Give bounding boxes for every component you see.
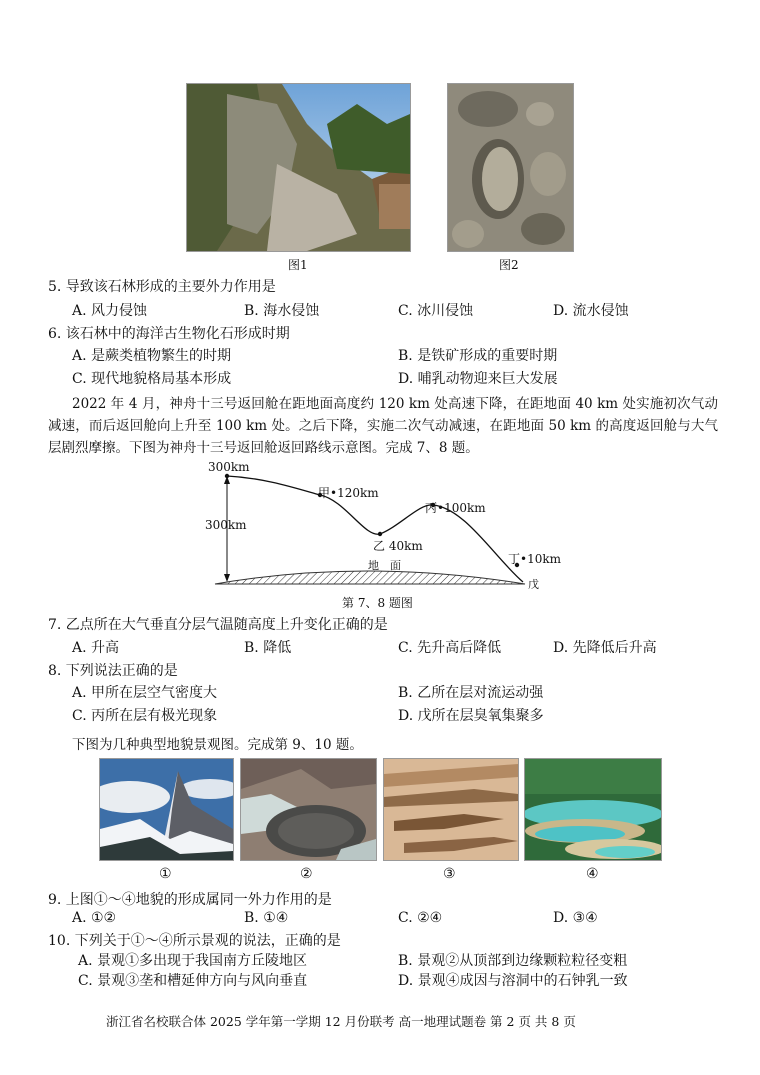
- question-10-stem: 10. 下列关于①～④所示景观的说法，正确的是: [48, 933, 341, 949]
- q6-option-d: D. 哺乳动物迎来巨大发展: [398, 371, 558, 387]
- figure-2-fossil-photo: [447, 83, 574, 252]
- landform-label-2: ②: [300, 866, 313, 882]
- landform-label-1: ①: [159, 866, 172, 882]
- q8-option-d: D. 戊所在层臭氧集聚多: [398, 708, 544, 724]
- diagram-point-jia: 甲•120km: [318, 486, 379, 500]
- q9-option-c: C. ②④: [398, 910, 443, 926]
- question-7-stem: 7. 乙点所在大气垂直分层气温随高度上升变化正确的是: [48, 617, 388, 633]
- figure-2-caption: 图2: [499, 258, 519, 272]
- diagram-point-wu: 戊: [528, 578, 539, 591]
- q10-option-a: A. 景观①多出现于我国南方丘陵地区: [78, 953, 308, 969]
- diagram-top-label: 300km: [208, 460, 250, 474]
- landform-photo-1-glacial-horn: [99, 758, 234, 861]
- diagram-point-ding: 丁•10km: [508, 552, 561, 566]
- figure-1-caption: 图1: [288, 258, 308, 272]
- q10-option-b: B. 景观②从顶部到边缘颗粒粒径变粗: [398, 953, 628, 969]
- diagram-point-yi: 乙 40km: [373, 539, 423, 553]
- q8-option-c: C. 丙所在层有极光现象: [72, 708, 218, 724]
- q7-option-a: A. 升高: [72, 640, 120, 656]
- page-footer: 浙江省名校联合体 2025 学年第一学期 12 月份联考 高一地理试题卷 第 2 页 共 8 页: [106, 1014, 576, 1029]
- q5-option-a: A. 风力侵蚀: [72, 303, 148, 319]
- diagram-ground-label: 地 面: [368, 559, 401, 572]
- q5-option-b: B. 海水侵蚀: [244, 303, 320, 319]
- q8-option-a: A. 甲所在层空气密度大: [72, 685, 218, 701]
- landform-photo-2-alluvial-fan: [240, 758, 377, 861]
- q9-option-d: D. ③④: [553, 910, 598, 926]
- q5-option-d: D. 流水侵蚀: [553, 303, 629, 319]
- figure-1-stone-forest-photo: [186, 83, 411, 252]
- question-9-stem: 9. 上图①～④地貌的形成属同一外力作用的是: [48, 892, 332, 908]
- diagram-point-bing: 丙•100km: [425, 501, 486, 515]
- q6-option-c: C. 现代地貌格局基本形成: [72, 371, 232, 387]
- landform-label-4: ④: [586, 866, 599, 882]
- q5-option-c: C. 冰川侵蚀: [398, 303, 474, 319]
- q8-option-b: B. 乙所在层对流运动强: [398, 685, 544, 701]
- question-8-stem: 8. 下列说法正确的是: [48, 663, 178, 679]
- q7-option-b: B. 降低: [244, 640, 292, 656]
- diagram-height-label: 300km: [205, 518, 247, 532]
- q6-option-a: A. 是蕨类植物繁生的时期: [72, 348, 232, 364]
- q7-option-d: D. 先降低后升高: [553, 640, 657, 656]
- intro-questions-7-8: 2022 年 4 月，神舟十三号返回舱在距地面高度约 120 km 处高速下降，在距地面 40 km 处实施初次气动减速，而后返回舱向上升至 100 km 处。之后下降，实施二次气动减速，在距地面 50 km 的高度返回舱与大气层剧烈摩擦。下图为神舟十三号返回舱返回路线示意图。完成 7、8 题。: [48, 396, 718, 456]
- diagram-caption: 第 7、8 题图: [342, 596, 413, 610]
- q10-option-c: C. 景观③垄和槽延伸方向与风向垂直: [78, 973, 308, 989]
- q6-option-b: B. 是铁矿形成的重要时期: [398, 348, 558, 364]
- q9-option-a: A. ①②: [72, 910, 117, 926]
- q10-option-d: D. 景观④成因与溶洞中的石钟乳一致: [398, 973, 628, 989]
- q9-option-b: B. ①④: [244, 910, 289, 926]
- intro-questions-9-10: 下图为几种典型地貌景观图。完成第 9、10 题。: [72, 737, 363, 753]
- question-6-stem: 6. 该石林中的海洋古生物化石形成时期: [48, 326, 290, 342]
- question-5-stem: 5. 导致该石林形成的主要外力作用是: [48, 279, 276, 295]
- q7-option-c: C. 先升高后降低: [398, 640, 502, 656]
- landform-photo-3-desert-yardang: [383, 758, 519, 861]
- landform-photo-4-travertine-pools: [524, 758, 662, 861]
- landform-label-3: ③: [443, 866, 456, 882]
